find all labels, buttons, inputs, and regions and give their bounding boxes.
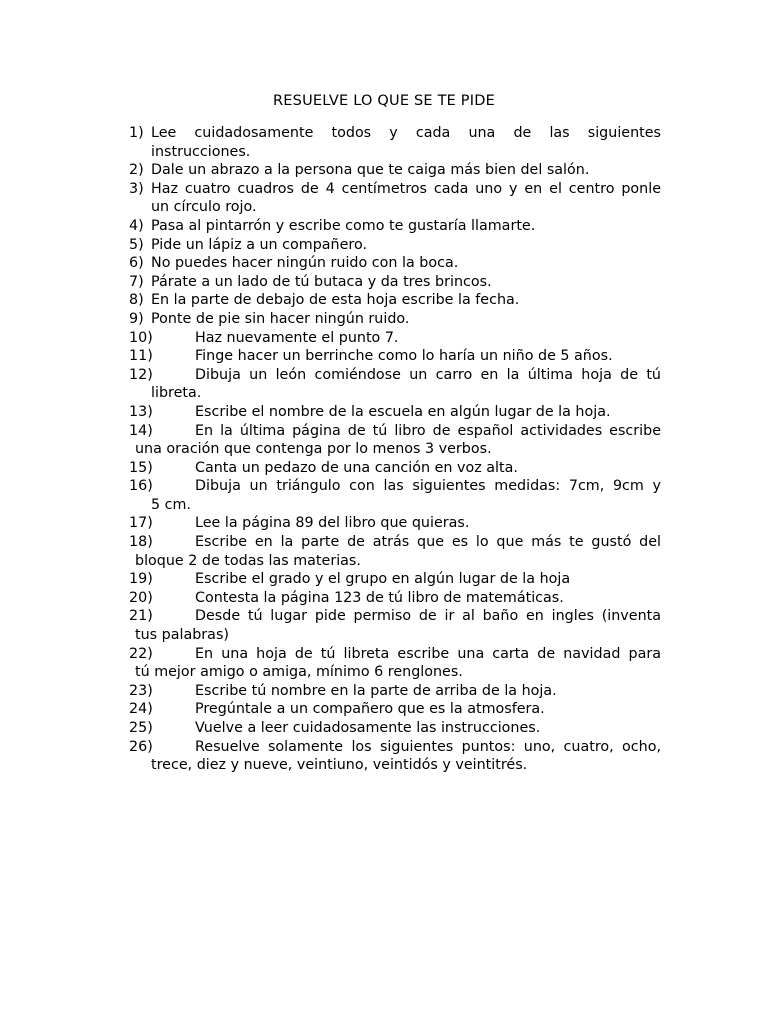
item-text: Escribe el nombre de la escuela en algún lugar de la hoja. bbox=[195, 403, 611, 420]
item-text: Desde tú lugar pide permiso de ir al baño en ingles (inventa bbox=[195, 608, 661, 625]
item-continuation-line: libreta. bbox=[151, 385, 202, 402]
item-first-line bbox=[129, 589, 661, 608]
item-first-line bbox=[129, 291, 661, 310]
item-number: 7) bbox=[129, 273, 144, 290]
item-number: 23) bbox=[129, 682, 153, 699]
item-text: Pasa al pintarrón y escribe como te gustaría llamarte. bbox=[151, 217, 536, 234]
item-first-line bbox=[129, 310, 661, 329]
item-first-line bbox=[129, 719, 661, 738]
item-number: 14) bbox=[129, 422, 153, 439]
item-first-line bbox=[129, 607, 661, 626]
list-item bbox=[129, 161, 661, 180]
item-number: 12) bbox=[129, 366, 153, 383]
list-item bbox=[129, 310, 661, 329]
list-item bbox=[129, 607, 661, 644]
item-number: 11) bbox=[129, 348, 153, 365]
item-text: Escribe el grado y el grupo en algún lugar de la hoja bbox=[195, 571, 571, 588]
item-number: 2) bbox=[129, 162, 144, 179]
item-number: 8) bbox=[129, 292, 144, 309]
item-continuation-line: una oración que contenga por lo menos 3 verbos. bbox=[135, 441, 492, 458]
item-number: 25) bbox=[129, 720, 153, 736]
list-item bbox=[129, 273, 661, 292]
item-first-line bbox=[129, 403, 661, 422]
list-item bbox=[129, 347, 661, 366]
item-continuation-line: instrucciones. bbox=[151, 143, 251, 160]
list-item bbox=[129, 217, 661, 236]
item-first-line bbox=[129, 700, 661, 719]
list-item bbox=[129, 124, 661, 161]
item-continuation-line: bloque 2 de todas las materias. bbox=[135, 552, 361, 569]
item-number: 22) bbox=[129, 645, 153, 662]
list-item bbox=[129, 366, 661, 403]
item-text: Canta un pedazo de una canción en voz alta. bbox=[195, 459, 518, 476]
item-number: 4) bbox=[129, 217, 144, 234]
list-item bbox=[129, 236, 661, 255]
item-first-line bbox=[129, 329, 661, 348]
item-number: 1) bbox=[129, 125, 144, 141]
item-number: 5) bbox=[129, 236, 144, 253]
item-text: Ponte de pie sin hacer ningún ruido. bbox=[151, 310, 410, 327]
item-text: Lee cuidadosamente todos y cada una de las siguientes bbox=[151, 125, 661, 141]
item-first-line bbox=[129, 738, 661, 757]
item-text: Pregúntale a un compañero que es la atmosfera. bbox=[195, 701, 545, 718]
item-first-line bbox=[129, 161, 661, 180]
item-text: Dibuja un león comiéndose un carro en la última hoja de tú bbox=[195, 366, 661, 383]
item-text: En una hoja de tú libreta escribe una carta de navidad para bbox=[195, 645, 661, 662]
list-item bbox=[129, 459, 661, 478]
document-title: RESUELVE LO QUE SE TE PIDE bbox=[273, 93, 495, 109]
list-item bbox=[129, 738, 661, 775]
item-text: En la última página de tú libro de español actividades escribe bbox=[195, 422, 661, 439]
list-item bbox=[129, 477, 661, 514]
item-number: 21) bbox=[129, 608, 153, 625]
item-first-line bbox=[129, 645, 661, 664]
item-text: Dale un abrazo a la persona que te caiga más bien del salón. bbox=[151, 162, 590, 179]
list-item bbox=[129, 403, 661, 422]
item-first-line bbox=[129, 180, 661, 199]
item-text: No puedes hacer ningún ruido con la boca. bbox=[151, 255, 459, 272]
item-text: Escribe en la parte de atrás que es lo que más te gustó del bbox=[195, 534, 661, 551]
item-continuation-line: tú mejor amigo o amiga, mínimo 6 renglones. bbox=[135, 664, 463, 681]
item-text: Pide un lápiz a un compañero. bbox=[151, 236, 367, 253]
item-continuation-line: tus palabras) bbox=[135, 627, 229, 644]
item-text: Finge hacer un berrinche como lo haría un niño de 5 años. bbox=[195, 348, 613, 365]
list-item bbox=[129, 533, 661, 570]
item-text: Resuelve solamente los siguientes puntos: uno, cuatro, ocho, bbox=[195, 738, 661, 755]
list-item bbox=[129, 422, 661, 459]
item-number: 17) bbox=[129, 515, 153, 532]
item-number: 9) bbox=[129, 310, 144, 327]
item-first-line bbox=[129, 236, 661, 255]
list-item bbox=[129, 514, 661, 533]
item-first-line bbox=[129, 682, 661, 701]
item-number: 24) bbox=[129, 701, 153, 718]
item-first-line bbox=[129, 254, 661, 273]
item-number: 20) bbox=[129, 589, 153, 606]
item-first-line bbox=[129, 217, 661, 236]
item-number: 19) bbox=[129, 571, 153, 588]
item-number: 6) bbox=[129, 255, 144, 272]
item-continuation-line: un círculo rojo. bbox=[151, 199, 257, 216]
item-text: Lee la página 89 del libro que quieras. bbox=[195, 515, 470, 532]
item-first-line bbox=[129, 366, 661, 385]
item-text: Dibuja un triángulo con las siguientes medidas: 7cm, 9cm y bbox=[195, 478, 661, 495]
list-item bbox=[129, 645, 661, 682]
item-text: En la parte de debajo de esta hoja escribe la fecha. bbox=[151, 292, 520, 309]
list-item bbox=[129, 570, 661, 589]
item-continuation-line: 5 cm. bbox=[151, 496, 191, 513]
item-first-line bbox=[129, 459, 661, 478]
item-text: Haz cuatro cuadros de 4 centímetros cada uno y en el centro ponle bbox=[151, 180, 661, 197]
item-first-line bbox=[129, 477, 661, 496]
list-item bbox=[129, 682, 661, 701]
item-number: 16) bbox=[129, 478, 153, 495]
list-item bbox=[129, 589, 661, 608]
instruction-list bbox=[129, 124, 661, 775]
item-first-line bbox=[129, 514, 661, 533]
list-item bbox=[129, 719, 661, 738]
item-number: 26) bbox=[129, 738, 153, 755]
item-text: Párate a un lado de tú butaca y da tres brincos. bbox=[151, 273, 492, 290]
item-number: 15) bbox=[129, 459, 153, 476]
item-number: 10) bbox=[129, 329, 153, 346]
list-item bbox=[129, 180, 661, 217]
item-first-line bbox=[129, 124, 661, 143]
item-first-line bbox=[129, 273, 661, 292]
list-item bbox=[129, 329, 661, 348]
item-continuation-line: trece, diez y nueve, veintiuno, veintidós y veintitrés. bbox=[151, 757, 528, 774]
item-first-line bbox=[129, 347, 661, 366]
item-text: Haz nuevamente el punto 7. bbox=[195, 329, 399, 346]
item-number: 13) bbox=[129, 403, 153, 420]
item-number: 3) bbox=[129, 180, 144, 197]
list-item bbox=[129, 700, 661, 719]
item-text: Escribe tú nombre en la parte de arriba de la hoja. bbox=[195, 682, 557, 699]
item-first-line bbox=[129, 570, 661, 589]
item-text: Vuelve a leer cuidadosamente las instrucciones. bbox=[195, 720, 541, 736]
item-first-line bbox=[129, 533, 661, 552]
list-item bbox=[129, 291, 661, 310]
item-number: 18) bbox=[129, 534, 153, 551]
item-text: Contesta la página 123 de tú libro de matemáticas. bbox=[195, 589, 564, 606]
item-first-line bbox=[129, 422, 661, 441]
list-item bbox=[129, 254, 661, 273]
